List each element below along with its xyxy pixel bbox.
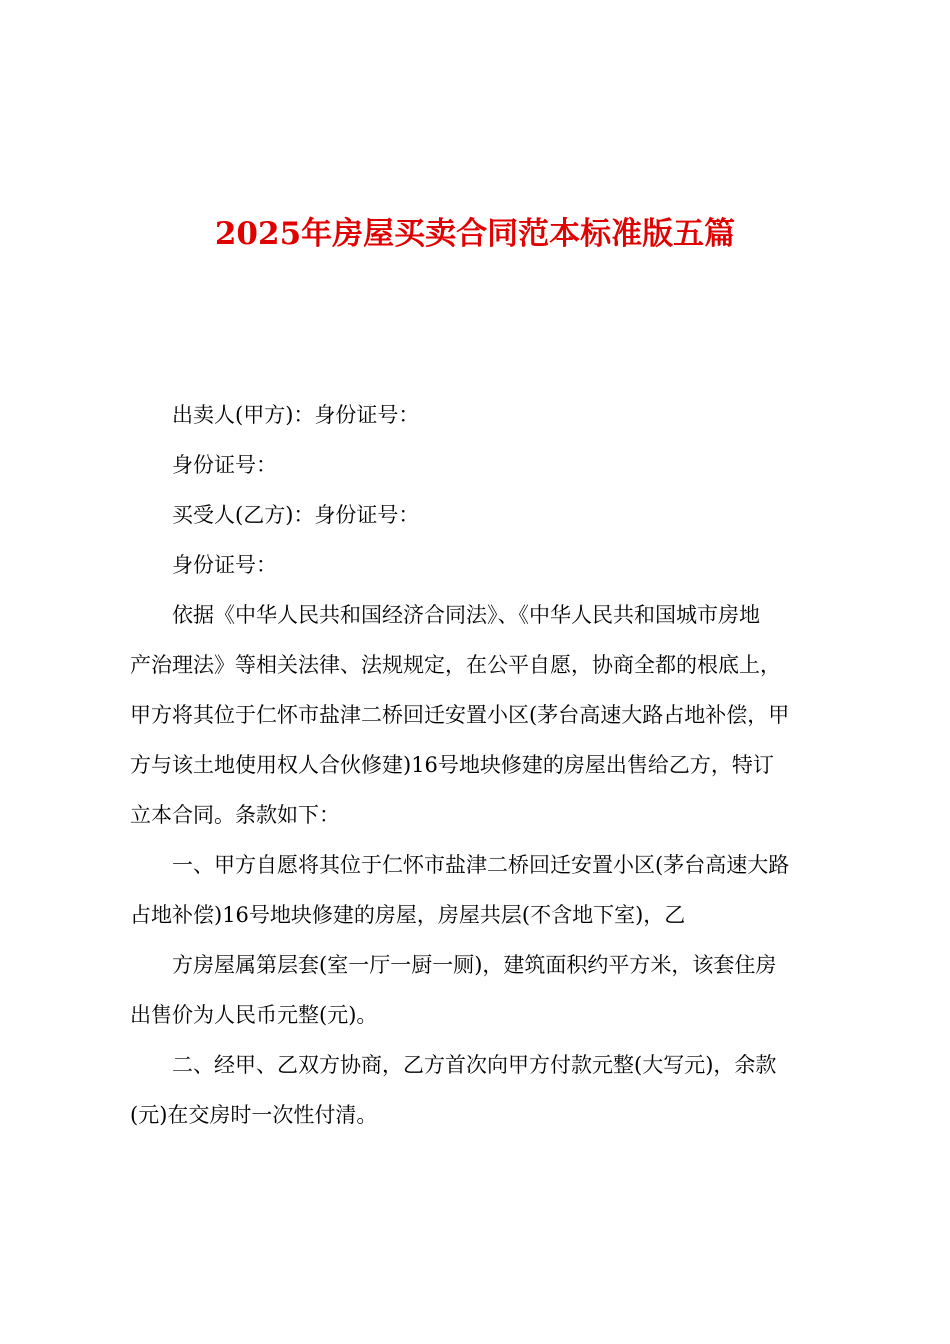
clause-one-line: 一、甲方自愿将其位于仁怀市盐津二桥回迁安置小区(茅台高速大路 [172, 853, 790, 877]
seller-id-line: 身份证号： [172, 453, 277, 477]
paragraph-line: 依据《中华人民共和国经济合同法》、《中华人民共和国城市房地 [172, 603, 760, 627]
paragraph-line: 甲方将其位于仁怀市盐津二桥回迁安置小区(茅台高速大路占地补偿，甲 [130, 703, 790, 727]
clause-one-line: 方房屋属第层套(室一厅一厨一厕)，建筑面积约平方米，该套住房 [172, 953, 777, 977]
paragraph-line: 立本合同。条款如下： [130, 803, 340, 827]
clause-one-line: 占地补偿)16号地块修建的房屋，房屋共层(不含地下室)，乙 [130, 903, 686, 927]
buyer-id-line: 身份证号： [172, 553, 277, 577]
document-body [130, 397, 830, 1133]
document-title: 2025年房屋买卖合同范本标准版五篇 [214, 216, 736, 252]
clause-two-line: (元)在交房时一次性付清。 [130, 1103, 378, 1127]
seller-line: 出卖人(甲方)：身份证号： [172, 403, 420, 427]
paragraph-line: 产治理法》等相关法律、法规规定，在公平自愿，协商全都的根底上， [130, 653, 781, 677]
paragraph-line: 方与该土地使用权人合伙修建)16号地块修建的房屋出售给乙方，特订 [130, 753, 774, 777]
buyer-line: 买受人(乙方)：身份证号： [172, 503, 420, 527]
clause-two-line: 二、经甲、乙双方协商，乙方首次向甲方付款元整(大写元)，余款 [172, 1053, 777, 1077]
clause-one-line: 出售价为人民币元整(元)。 [130, 1003, 378, 1027]
